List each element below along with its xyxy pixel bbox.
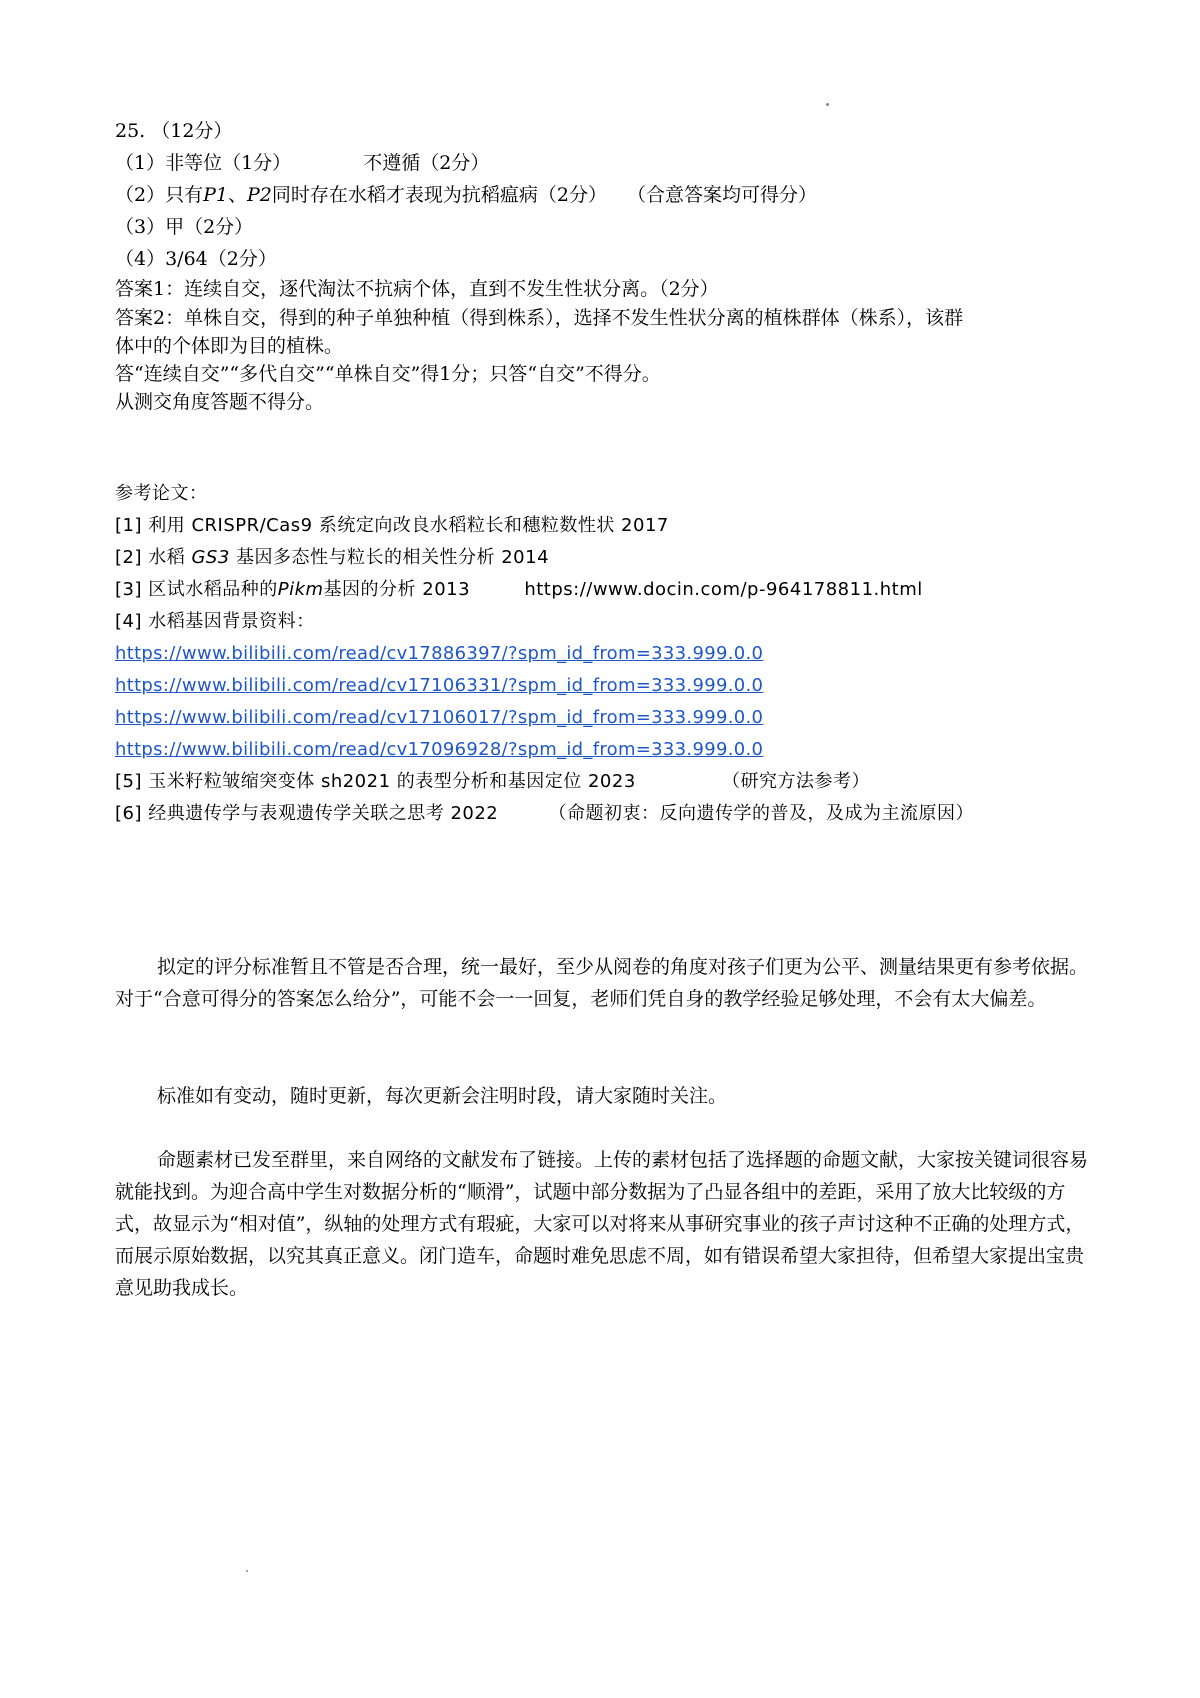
reference-3-text: 基因的分析 2013: [323, 579, 471, 600]
reference-6-note: （命题初衷：反向遗传学的普及，及成为主流原因）: [548, 803, 974, 824]
answer-part-2-separator: 、: [227, 184, 247, 206]
references-heading: 参考论文：: [115, 483, 208, 504]
reference-2-prefix: [2] 水稻: [115, 547, 192, 568]
gene-gs3: GS3: [191, 547, 230, 568]
note-paragraph-1: 拟定的评分标准暂且不管是否合理，统一最好，至少从阅卷的角度对孩子们更为公平、测量结果更有参考依据。对于“合意可得分的答案怎么给分”，可能不会一一回复，老师们凭自身的教学经验足够处理，不会有太大偏差。: [115, 956, 1089, 1010]
page-speck: [826, 103, 829, 106]
gene-pikm: Pikm: [277, 579, 324, 600]
answer-part-3: （3）甲（2分）: [115, 216, 254, 238]
scoring-rule-1: 答“连续自交”“多代自交”“单株自交”得1分；只答“自交”不得分。: [115, 363, 661, 385]
answer-part-4: （4）3/64（2分）: [115, 248, 277, 270]
reference-link-4[interactable]: https://www.bilibili.com/read/cv17096928/?spm_id_from=333.999.0.0: [115, 739, 764, 760]
reference-link-2[interactable]: https://www.bilibili.com/read/cv17106331/?spm_id_from=333.999.0.0: [115, 675, 764, 696]
answer-part-2-note: （合意答案均可得分）: [627, 184, 818, 206]
page-speck: [246, 1570, 248, 1572]
reference-2: [115, 545, 549, 571]
reference-4: [4] 水稻基因背景资料：: [115, 611, 315, 632]
scoring-rule-2: 从测交角度答题不得分。: [115, 391, 325, 413]
answer-part-2-text: 同时存在水稻才表现为抗稻瘟病（2分）: [271, 184, 607, 206]
reference-5-text: [5] 玉米籽粒皱缩突变体 sh2021 的表型分析和基因定位 2023: [115, 771, 636, 792]
answer-option-2-line-2: 体中的个体即为目的植株。: [115, 335, 344, 357]
note-paragraph-2: 标准如有变动，随时更新，每次更新会注明时段，请大家随时关注。: [157, 1085, 728, 1107]
reference-3-prefix: [3] 区试水稻品种的: [115, 579, 278, 600]
answer-option-2-line-1: 答案2：单株自交，得到的种子单独种植（得到株系），选择不发生性状分离的植株群体（株系），该群: [115, 307, 964, 329]
note-paragraph-3: 命题素材已发至群里，来自网络的文献发布了链接。上传的素材包括了选择题的命题文献，大家按关键词很容易就能找到。为迎合高中学生对数据分析的“顺滑”，试题中部分数据为了凸显各组中的差距，采用了放大比较级的方式，故显示为“相对值”，纵轴的处理方式有瑕疵，大家可以对将来从事研究事业的孩子声讨这种不正确的处理方式，而展示原始数据，以究其真正意义。闭门造车，命题时难免思虑不周，如有错误希望大家担待，但希望大家提出宝贵意见助我成长。: [115, 1149, 1089, 1299]
answer-part-1b: 不遵循（2分）: [363, 152, 490, 174]
answer-part-1: [115, 150, 489, 176]
gene-p2: P2: [246, 184, 272, 206]
reference-1: [1] 利用 CRISPR/Cas9 系统定向改良水稻粒长和穗粒数性状 2017: [115, 515, 669, 536]
reference-link-3[interactable]: https://www.bilibili.com/read/cv17106017/?spm_id_from=333.999.0.0: [115, 707, 764, 728]
reference-2-text: 基因多态性与粒长的相关性分析 2014: [229, 547, 550, 568]
reference-6-text: [6] 经典遗传学与表观遗传学关联之思考 2022: [115, 803, 499, 824]
reference-3: [115, 577, 923, 603]
reference-link-1[interactable]: https://www.bilibili.com/read/cv17886397/?spm_id_from=333.999.0.0: [115, 643, 764, 664]
answer-part-2-prefix: （2）只有: [115, 184, 204, 206]
answer-option-1: 答案1：连续自交，逐代淘汰不抗病个体，直到不发生性状分离。（2分）: [115, 278, 719, 300]
reference-3-url: https://www.docin.com/p-964178811.html: [524, 579, 923, 600]
answer-part-2: [115, 182, 817, 208]
reference-6: [115, 801, 974, 827]
reference-5-note: （研究方法参考）: [722, 771, 871, 792]
reference-5: [115, 769, 870, 795]
question-header: 25. （12分）: [115, 120, 233, 142]
answer-part-1a: （1）非等位（1分）: [115, 152, 292, 174]
gene-p1: P1: [203, 184, 228, 206]
